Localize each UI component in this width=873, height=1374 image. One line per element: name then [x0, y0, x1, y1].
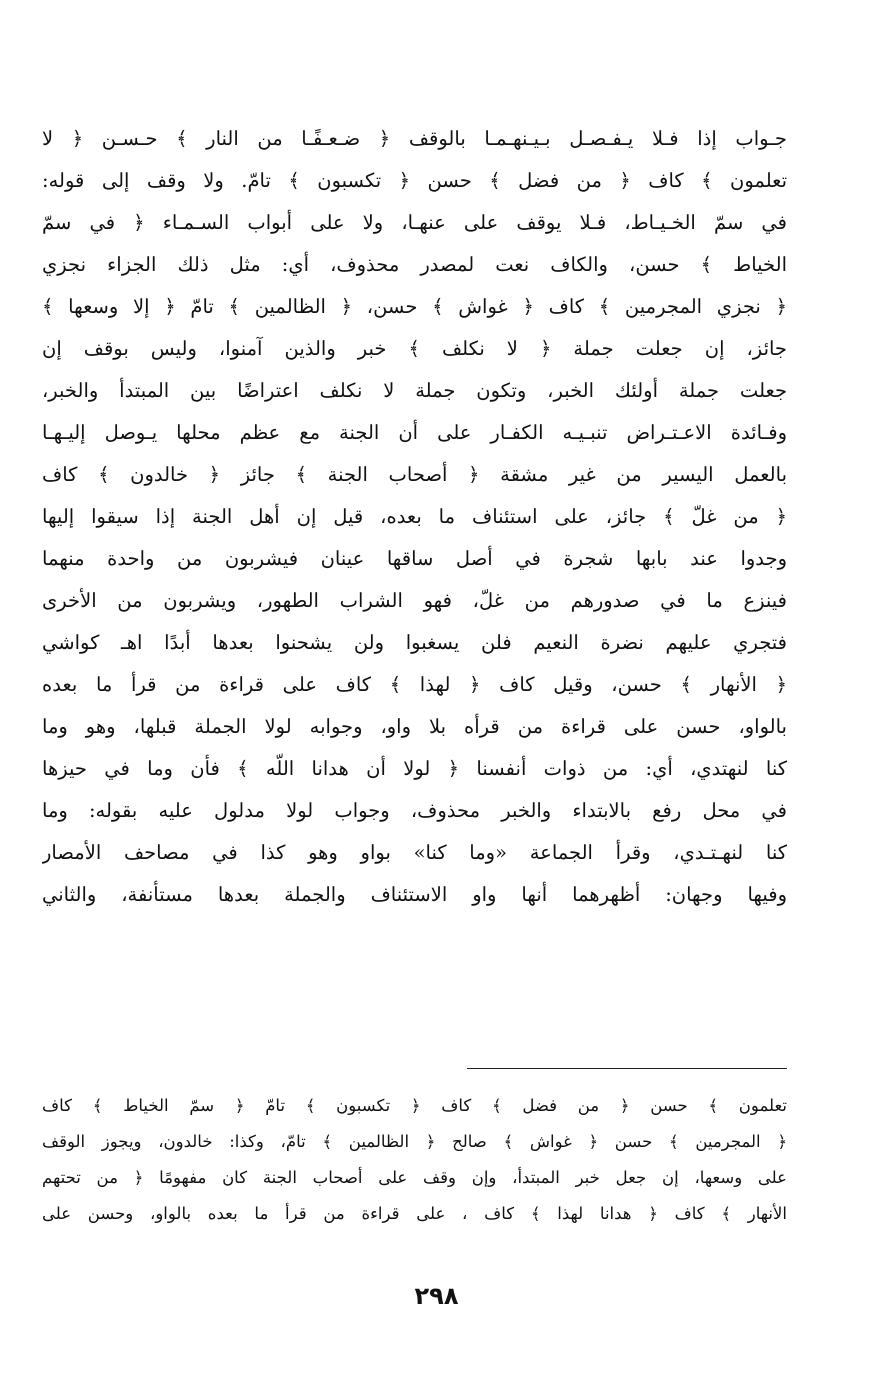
main-line: وفـائدة الاعـتـراض تنبـيـه الكفـار على أن الجنة مع عظم محلها يـوصل إليـهـا	[42, 421, 787, 444]
footnote-separator	[467, 1068, 787, 1069]
main-line: جـواب إذا فـلا يـفـصـل بـيـنهـمـا بالوقف ﴿ ضـعـفًـا من النار ﴾ حـسـن ﴿ لا	[42, 127, 787, 150]
main-line: في سمّ الخـيـاط، فـلا يوقف على عنهـا، ولا على أبواب السـمـاء ﴿ في سمّ	[42, 211, 787, 234]
footnote-line: تعلمون ﴾ حسن ﴿ من فضل ﴾ كاف ﴿ تكسبون ﴾ تامّ ﴿ سمّ الخياط ﴾ كاف	[42, 1096, 787, 1115]
footnote-line: على وسعها، إن جعل خبر المبتدأ، وإن وقف على أصحاب الجنة كان مفهومًا ﴿ من تحتهم	[42, 1168, 787, 1187]
footnote-line: الأنهار ﴾ كاف ﴿ هدانا لهذا ﴾ كاف ، على قراءة من قرأ ما بعده بالواو، وحسن على	[42, 1204, 787, 1223]
main-line: جعلت جملة أولئك الخبر، وتكون جملة لا نكلف اعتراضًا بين المبتدأ والخبر،	[42, 379, 787, 402]
main-line: كنا لنهتدي، أي: من ذوات أنفسنا ﴿ لولا أن هدانا اللّه ﴾ فأن وما في حيزها	[42, 757, 787, 780]
main-line: ﴿ الأنهار ﴾ حسن، وقيل كاف ﴿ لهذا ﴾ كاف على قراءة من قرأ ما بعده	[42, 673, 787, 696]
main-text-lines	[42, 118, 787, 916]
main-line: ﴿ نجزي المجرمين ﴾ كاف ﴿ غواش ﴾ حسن، ﴿ الظالمين ﴾ تامّ ﴿ إلا وسعها ﴾	[42, 295, 787, 318]
main-line: وفيها وجهان: أظهرهما أنها واو الاستئناف والجملة بعدها مستأنفة، والثاني	[42, 883, 787, 906]
main-line: كنا لنهـتـدي، وقرأ الجماعة «وما كنا» بواو وهو كذا في مصاحف الأمصار	[42, 841, 787, 864]
main-text-block	[42, 118, 787, 916]
main-line: في محل رفع بالابتداء والخبر محذوف، وجواب لولا مدلول عليه بقوله: وما	[42, 799, 787, 822]
main-line: فتجري عليهم نضرة النعيم فلن يسغبوا ولن يشحنوا بعدها أبدًا اهـ كواشي	[42, 631, 787, 654]
main-line: جائز، إن جعلت جملة ﴿ لا نكلف ﴾ خبر والذين آمنوا، وليس بوقف إن	[42, 337, 787, 360]
main-line: وجدوا عند بابها شجرة في أصل ساقها عينان فيشربون من واحدة منهما	[42, 547, 787, 570]
page-number: ٢٩٨	[414, 1282, 459, 1310]
main-line: بالواو، حسن على قراءة من قرأه بلا واو، وجوابه لولا الجملة قبلها، وهو وما	[42, 715, 787, 738]
main-line: بالعمل اليسير من غير مشقة ﴿ أصحاب الجنة ﴾ جائز ﴿ خالدون ﴾ كاف	[42, 463, 787, 486]
main-line: فينزع ما في صدورهم من غلّ، فهو الشراب الطهور، ويشربون من الأخرى	[42, 589, 787, 612]
main-line: الخياط ﴾ حسن، والكاف نعت لمصدر محذوف، أي: مثل ذلك الجزاء نجزي	[42, 253, 787, 276]
main-line: ﴿ من غلّ ﴾ جائز، على استئناف ما بعده، قيل إن أهل الجنة إذا سيقوا إليها	[42, 505, 787, 528]
footnote-line: ﴿ المجرمين ﴾ حسن ﴿ غواش ﴾ صالح ﴿ الظالمين ﴾ تامّ، وكذا: خالدون، ويجوز الوقف	[42, 1132, 787, 1151]
footnote-block	[42, 1088, 787, 1232]
main-line: تعلمون ﴾ كاف ﴿ من فضل ﴾ حسن ﴿ تكسبون ﴾ تامّ. ولا وقف إلى قوله:	[42, 169, 787, 192]
